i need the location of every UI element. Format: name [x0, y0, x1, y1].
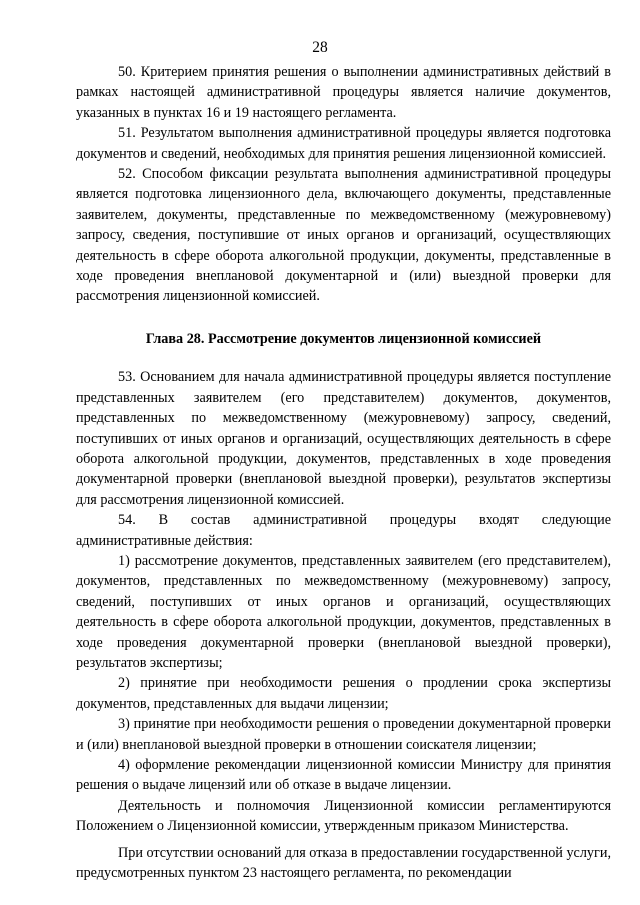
paragraph-54: 54. В состав административной процедуры входят следующие административные действия:	[76, 512, 611, 549]
page-number: 28	[312, 39, 328, 56]
paragraph-commission-powers: Деятельность и полномочия Лицензионной комиссии регламентируются Положением о Лицензионной комиссии, утвержденным приказом Министерства.	[76, 797, 611, 835]
list-item-3: 3) принятие при необходимости решения о проведении документарной проверки и (или) внеплановой выездной проверки в отношении соискателя лицензии;	[76, 716, 611, 753]
list-item-2: 2) принятие при необходимости решения о продлении срока экспертизы документов, представленных для выдачи лицензии;	[76, 675, 611, 712]
list-item-1: 1) рассмотрение документов, представленных заявителем (его представителем), документов, представленных по межведомственному (межуровневому) запросу, сведений, поступивших от иных органов и организаций, осуществляющих деятельность в сфере оборота алкогольной продукции, документов, представленных в ходе проведения документарной проверки (внеплановой выездной проверки), результатов экспертизы;	[76, 552, 611, 671]
paragraph-absence-of-grounds: При отсутствии оснований для отказа в предоставлении государственной услуги, предусмотренных пунктом 23 настоящего регламента, по рекомендации	[76, 844, 611, 882]
paragraph-53: 53. Основанием для начала административной процедуры является поступление представленных заявителем (его представителем) документов, документов, представленных по межведомственному (межуровневому) запросу, сведений, поступивших от иных органов и организаций, осуществляющих деятельность в сфере оборота алкогольной продукции, документов, представленных в ходе проведения документарной проверки (внеплановой выездной проверки), результатов экспертизы для рассмотрения лицензионной комиссией.	[76, 369, 611, 508]
document-body	[76, 62, 611, 883]
paragraph-50: 50. Критерием принятия решения о выполнении административных действий в рамках настоящей административной процедуры является наличие документов, указанных в пунктах 16 и 19 настоящего регламента.	[76, 64, 611, 121]
list-item-4: 4) оформление рекомендации лицензионной комиссии Министру для принятия решения о выдаче лицензий или об отказе в выдаче лицензии.	[76, 757, 611, 794]
paragraph-51: 51. Результатом выполнения административной процедуры является подготовка документов и сведений, необходимых для принятия решения лицензионной комиссией.	[76, 125, 611, 162]
paragraph-52: 52. Способом фиксации результата выполнения административной процедуры является подготовка лицензионного дела, включающего документы, представленные заявителем, документы, представленные по межведомственному (межуровневому) запросу, сведения, поступившие от иных органов и организаций, осуществляющих деятельность в сфере оборота алкогольной продукции, документы, представленные в ходе проведения внеплановой документарной и (или) выездной проверки для рассмотрения лицензионной комиссией.	[76, 166, 611, 305]
chapter-heading: Глава 28. Рассмотрение документов лицензионной комиссией	[145, 330, 542, 347]
